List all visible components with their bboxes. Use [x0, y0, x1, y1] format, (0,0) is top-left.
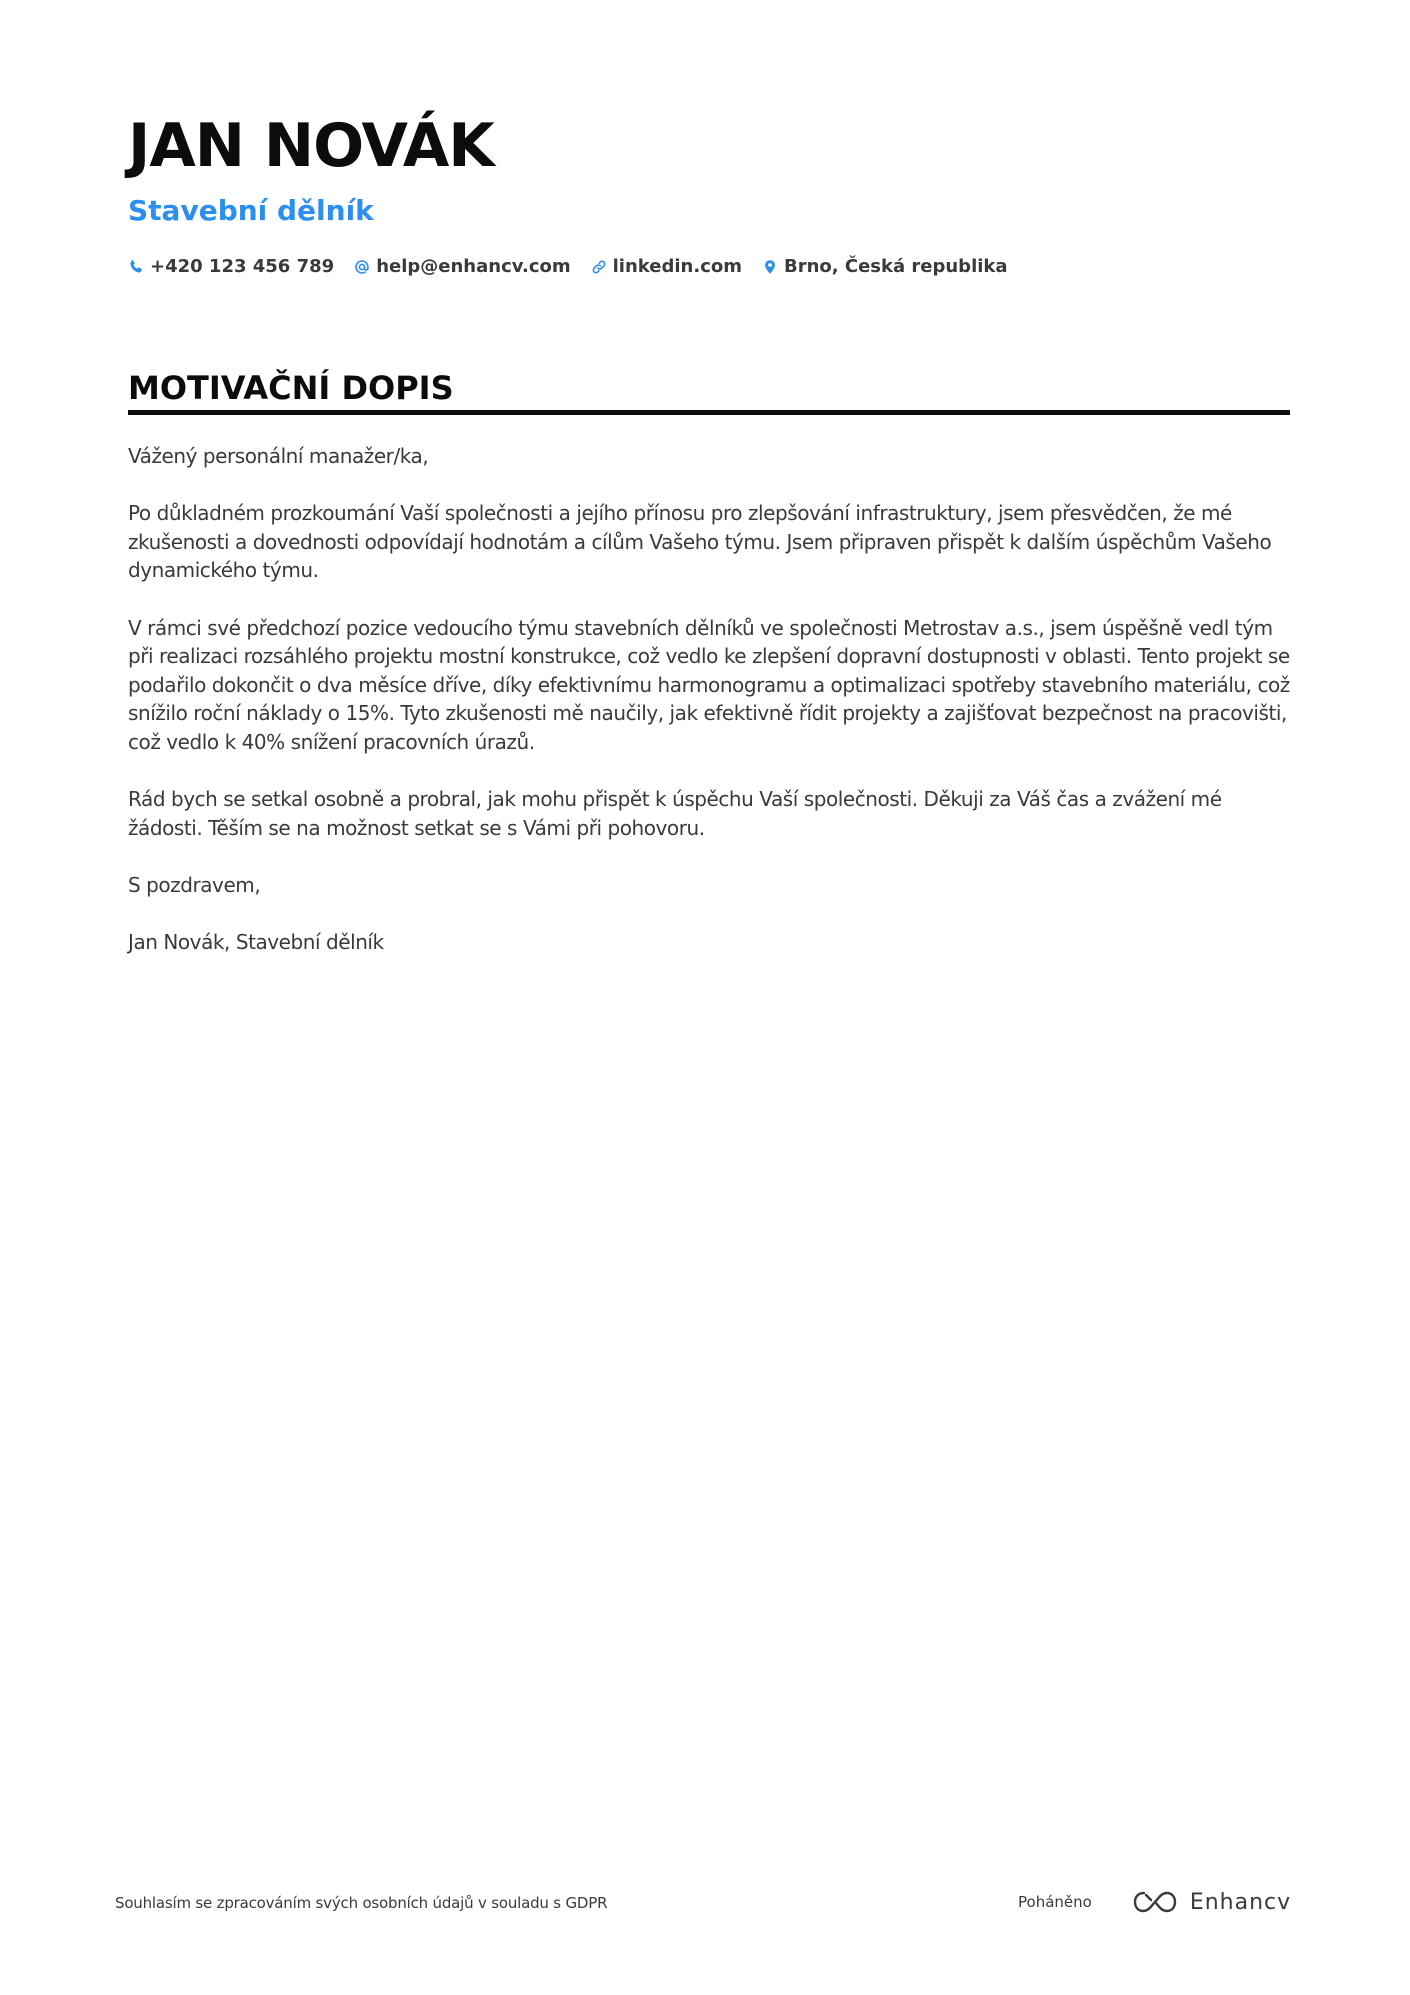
letter-greeting: Vážený personální manažer/ka, [128, 444, 429, 468]
job-title: Stavební dělník [128, 194, 374, 227]
contact-linkedin[interactable] [591, 253, 742, 281]
linkedin-link: linkedin.com [612, 256, 742, 277]
contact-info [128, 253, 1008, 281]
letter-paragraph: Rád bych se setkal osobně a probral, jak mohu přispět k úspěchu Vaší společnosti. Děkuji za Váš čas a zvážení mé žádosti. Těším se na možnost setkat se s Vámi při pohovoru. [128, 787, 1222, 840]
map-pin-icon [762, 259, 778, 275]
enhancv-logo-icon [1132, 1889, 1178, 1915]
letter-signature: Jan Novák, Stavební dělník [128, 930, 384, 955]
letter-paragraph: Po důkladném prozkoumání Vaší společnosti a jejího přínosu pro zlepšování infrastruktury, jsem přesvědčen, že mé zkušenosti a dovednosti odpovídají hodnotám a cílům Vašeho týmu. Jsem připraven přispět k dalším úspěchům Vašeho dynamického týmu. [128, 501, 1272, 583]
link-icon [591, 259, 607, 275]
powered-by[interactable] [1018, 1884, 1291, 1920]
at-sign-icon [354, 259, 370, 275]
location-text: Brno, Česká republika [784, 256, 1008, 277]
applicant-name: JAN NOVÁK [128, 111, 494, 181]
section-title: MOTIVAČNÍ DOPIS [128, 369, 454, 407]
letter-body [128, 442, 1290, 985]
section-divider [128, 410, 1290, 415]
letter-paragraph: V rámci své předchozí pozice vedoucího týmu stavebních dělníků ve společnosti Metrostav a.s., jsem úspěšně vedl tým při realizaci rozsáhlého projektu mostní konstrukce, což vedlo ke zlepšení dopravní dostupnosti v oblasti. Tento projekt se podařilo dokončit o dva měsíce dříve, díky efektivnímu harmonogramu a optimalizaci spotřeby stavebního materiálu, což snížilo roční náklady o 15%. Tyto zkušenosti mě naučily, jak efektivně řídit projekty a zajišťovat bezpečnost na pracovišti, což vedlo k 40% snížení pracovních úrazů. [128, 615, 1290, 754]
phone-number: +420 123 456 789 [150, 256, 335, 277]
powered-by-label: Poháněno [1018, 1893, 1092, 1911]
letter-closing: S pozdravem, [128, 872, 261, 897]
brand-name: Enhancv [1189, 1889, 1292, 1915]
phone-icon [128, 259, 144, 275]
contact-location [762, 253, 1008, 281]
contact-email[interactable] [354, 253, 570, 281]
contact-phone [128, 253, 334, 281]
gdpr-consent: Souhlasím se zpracováním svých osobních údajů v souladu s GDPR [115, 1894, 608, 1912]
email-address: help@enhancv.com [376, 256, 571, 277]
